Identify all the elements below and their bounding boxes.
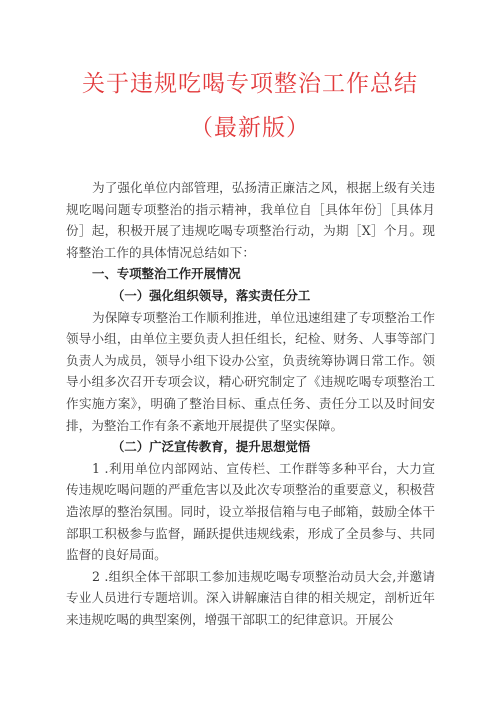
body-paragraph: 为保障专项整治工作顺利推进，单位迅速组建了专项整治工作领导小组，由单位主要负责人担任组长，纪检、财务、人事等部门负责人为成员，领导小组下设办公室，负责统筹协调日常工作。领导小组多次召开专项会议，精心研究制定了《违规吃喝专项整治工作实施方案》，明确了整治目标、重点任务、责任分工以及时间安排，为整治工作有条不紊地开展提供了坚实保障。 xyxy=(66,309,435,433)
document-body xyxy=(66,177,435,630)
document-title: 关于违规吃喝专项整治工作总结（最新版） xyxy=(82,71,418,141)
body-paragraph: 1 .利用单位内部网站、宣传栏、工作群等多种平台，大力宣传违规吃喝问题的严重危害以及此次专项整治的重要意义，积极营造浓厚的整治氛围。同时，设立举报信箱与电子邮箱，鼓励全体干部职工积极参与监督，踊跃提供违规线索，形成了全员参与、共同监督的良好局面。 xyxy=(66,460,435,563)
subsection-heading: （二）广泛宣传教育，提升思想觉悟 xyxy=(112,439,311,455)
section-heading: 一、专项整治工作开展情况 xyxy=(92,266,241,282)
body-paragraph: 2 .组织全体干部职工参加违规吃喝专项整治动员大会,并邀请专业人员进行专题培训。深入讲解廉洁自律的相关规定，剖析近年来违规吃喝的典型案例，增强干部职工的纪律意识。开展公 xyxy=(66,568,435,627)
intro-paragraph: 为了强化单位内部管理，弘扬清正廉洁之风，根据上级有关违规吃喝问题专项整治的指示精神，我单位自［具体年份］［具体月份］起，积极开展了违规吃喝专项整治行动，为期［X］个月。现将整治工作的具体情况总结如下： xyxy=(66,180,435,260)
subsection-heading: （一）强化组织领导，落实责任分工 xyxy=(112,287,311,303)
